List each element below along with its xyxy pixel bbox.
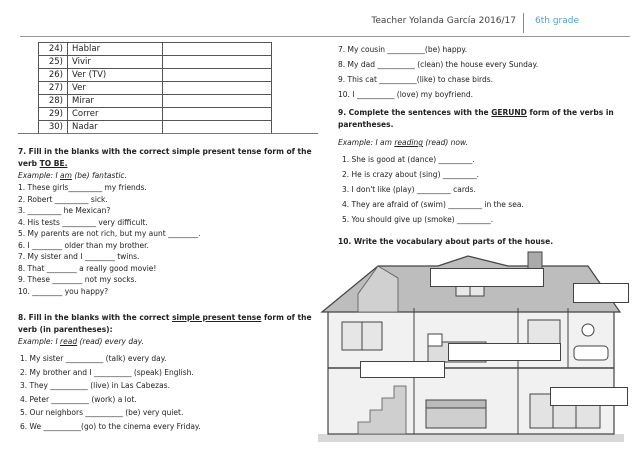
exercise-7-item: 8. That ________ a really good movie! <box>18 263 157 273</box>
verb-cell: Nadar <box>68 121 163 134</box>
row-number: 27) <box>39 82 68 95</box>
verb-cell: Ver (TV) <box>68 69 163 82</box>
label-box-1[interactable] <box>430 268 544 287</box>
row-number: 24) <box>39 43 68 56</box>
exercise-8-title: 8. Fill in the blanks with the correct simple present tense form of the verb (in parentheses): <box>18 313 312 334</box>
exercise-8-item: 7. My cousin __________(be) happy. <box>338 45 468 54</box>
exercise-9 <box>338 107 628 149</box>
exercise-7 <box>18 146 318 297</box>
header-rule <box>20 36 630 37</box>
exercise-7-item: 6. I ________ older than my brother. <box>18 240 149 250</box>
exercise-7-item: 2. Robert _________ sick. <box>18 194 108 204</box>
exercise-9-item: 4. They are afraid of (swim) _________ in the sea. <box>342 200 524 209</box>
house-illustration <box>318 250 624 442</box>
exercise-9-lines <box>342 152 632 227</box>
exercise-10-title: 10. Write the vocabulary about parts of the house. <box>338 237 554 246</box>
exercise-9-item: 2. He is crazy about (sing) _________. <box>342 170 480 179</box>
row-number: 28) <box>39 95 68 108</box>
table-row <box>39 108 272 121</box>
exercise-8-continued <box>338 42 628 102</box>
verb-cell: Hablar <box>68 43 163 56</box>
exercise-7-item: 3. _________ he Mexican? <box>18 206 111 215</box>
table-row <box>39 69 272 82</box>
table-row <box>39 43 272 56</box>
exercise-7-item: 1. These girls_________ my friends. <box>18 183 147 192</box>
exercise-9-item: 1. She is good at (dance) _________. <box>342 155 475 164</box>
exercise-7-item: 5. My parents are not rich, but my aunt ________. <box>18 229 201 238</box>
exercise-8-item: 3. They __________ (live) in Las Cabezas. <box>20 381 170 390</box>
label-box-4[interactable] <box>448 343 561 361</box>
exercise-8-item: 10. I __________ (love) my boyfriend. <box>338 90 473 99</box>
row-number: 30) <box>39 121 68 134</box>
exercise-7-example: Example: I am (be) fantastic. <box>18 171 127 180</box>
exercise-7-item: 4. His tests _________ very difficult. <box>18 217 148 227</box>
table-row <box>39 95 272 108</box>
verb-cell: Ver <box>68 82 163 95</box>
answer-cell[interactable] <box>163 108 272 121</box>
exercise-7-item: 10. ________ you happy? <box>18 286 109 296</box>
exercise-8 <box>18 312 318 348</box>
exercise-9-item: 3. I don't like (play) _________ cards. <box>342 185 476 194</box>
exercise-8-lines <box>20 352 320 433</box>
verb-cell: Mirar <box>68 95 163 108</box>
label-box-3[interactable] <box>360 361 445 378</box>
exercise-8-item: 9. This cat __________(like) to chase birds. <box>338 75 494 84</box>
section-divider <box>18 133 318 134</box>
answer-cell[interactable] <box>163 82 272 95</box>
exercise-9-item: 5. You should give up (smoke) _________. <box>342 215 494 224</box>
exercise-9-example: Example: I am reading (read) now. <box>338 138 469 147</box>
page-header <box>0 13 638 33</box>
verb-cell: Correr <box>68 108 163 121</box>
exercise-8-item: 2. My brother and I __________ (speak) English. <box>20 367 194 377</box>
exercise-7-item: 7. My sister and I ________ twins. <box>18 252 140 261</box>
row-number: 26) <box>39 69 68 82</box>
exercise-8-item: 4. Peter __________ (work) a lot. <box>20 394 137 404</box>
row-number: 29) <box>39 108 68 121</box>
exercise-7-title: 7. Fill in the blanks with the correct simple present tense form of the verb TO BE. <box>18 147 312 168</box>
verb-cell: Vivir <box>68 56 163 69</box>
answer-cell[interactable] <box>163 95 272 108</box>
exercise-8-item: 6. We __________(go) to the cinema every Friday. <box>20 421 201 431</box>
table-row <box>39 121 272 134</box>
header-separator <box>523 13 524 33</box>
answer-cell[interactable] <box>163 69 272 82</box>
exercise-8-item: 5. Our neighbors __________ (be) very quiet. <box>20 408 184 417</box>
answer-cell[interactable] <box>163 121 272 134</box>
teacher-label: Teacher Yolanda García 2016/17 <box>371 16 516 26</box>
answer-cell[interactable] <box>163 43 272 56</box>
verbs-table <box>38 42 272 134</box>
exercise-8-item: 1. My sister __________ (talk) every day. <box>20 354 167 363</box>
table-row <box>39 56 272 69</box>
label-box-5[interactable] <box>550 387 628 406</box>
row-number: 25) <box>39 56 68 69</box>
label-box-2[interactable] <box>573 283 629 303</box>
exercise-8-item: 8. My dad __________ (clean) the house every Sunday. <box>338 60 539 69</box>
exercise-8-example: Example: I read (read) every day. <box>18 337 144 346</box>
exercise-9-title: 9. Complete the sentences with the GERUND form of the verbs in parentheses. <box>338 108 614 129</box>
table-row <box>39 82 272 95</box>
exercise-7-item: 9. These ________ not my socks. <box>18 275 137 284</box>
answer-cell[interactable] <box>163 56 272 69</box>
grade-label: 6th grade <box>535 16 579 26</box>
